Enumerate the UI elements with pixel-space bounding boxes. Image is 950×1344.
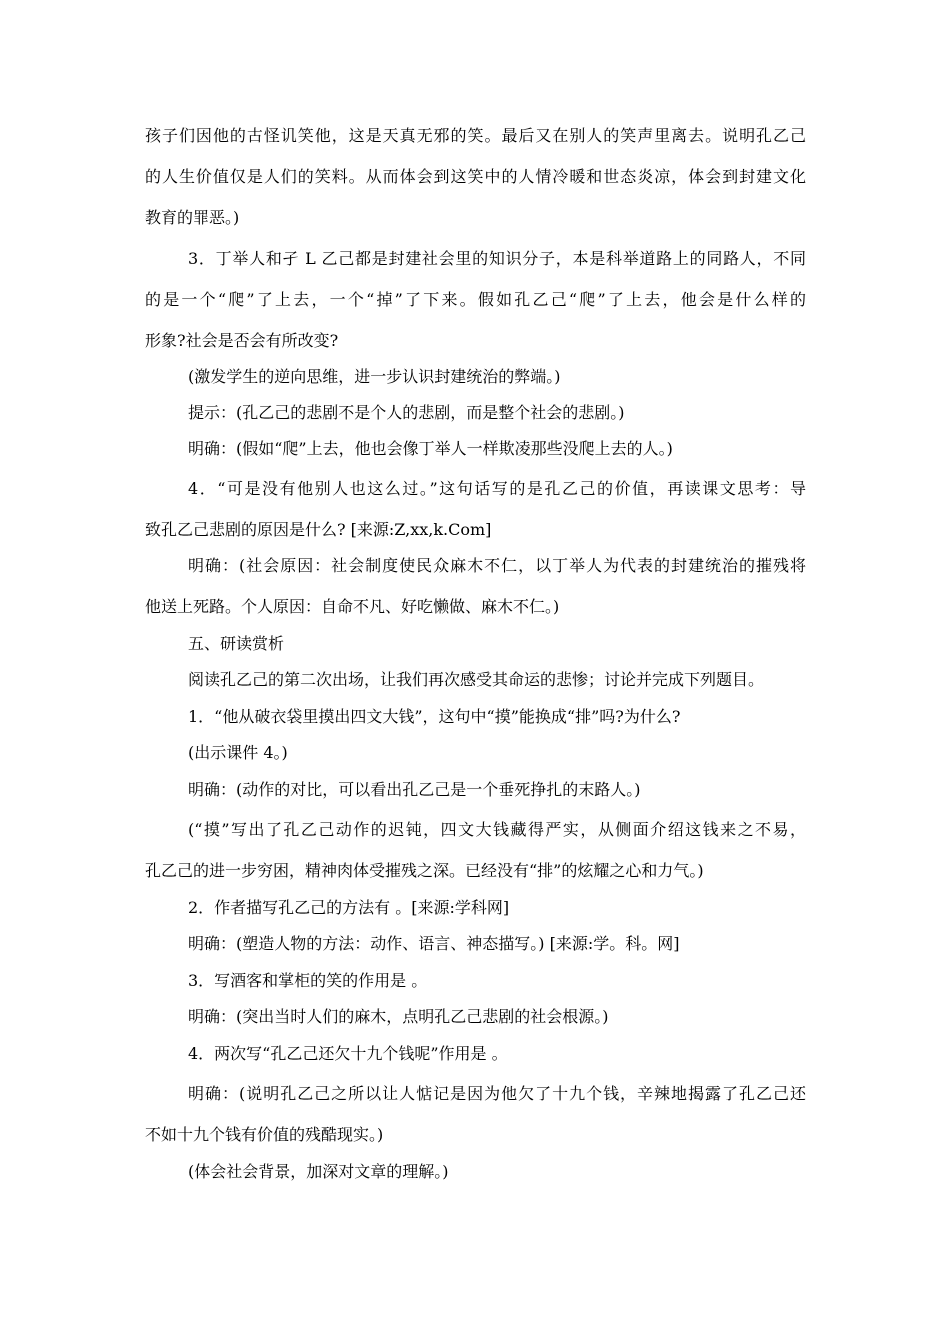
text-line: 2．作者描写孔乙己的方法有 。[来源:学科网] (188, 898, 510, 917)
text-line: 形象?社会是否会有所改变? (145, 331, 339, 350)
text-line: 提示：(孔乙己的悲剧不是个人的悲剧，而是整个社会的悲剧。) (188, 403, 625, 422)
text-line: 阅读孔乙己的第二次出场，让我们再次感受其命运的悲惨；讨论并完成下列题目。 (188, 670, 765, 689)
text-line: (出示课件 4。) (188, 743, 288, 762)
text-line: 明确：(塑造人物的方法：动作、语言、神态描写。) [来源:学。科。网] (188, 934, 680, 953)
text-line: 孩子们因他的古怪讥笑他，这是天真无邪的笑。最后又在别人的笑声里离去。说明孔乙己 (145, 126, 806, 145)
text-line: 明确：(假如“爬”上去，他也会像丁举人一样欺凌那些没爬上去的人。) (188, 439, 673, 458)
text-line: 3．写酒客和掌柜的笑的作用是 。 (188, 971, 428, 990)
text-line: 致孔乙己悲剧的原因是什么? [来源:Z,xx,k.Com] (145, 520, 492, 539)
text-line: 教育的罪恶。) (145, 208, 240, 227)
text-line: 明确：(说明孔乙己之所以让人惦记是因为他欠了十九个钱，辛辣地揭露了孔乙己还 (188, 1084, 806, 1103)
text-line: (激发学生的逆向思维，进一步认识封建统治的弊端。) (188, 367, 561, 386)
text-line: 3．丁举人和孑 L 乙己都是封建社会里的知识分子，本是科举道路上的同路人，不同 (188, 249, 806, 268)
text-line: 孔乙己的进一步穷困，精神肉体受摧残之深。已经没有“排”的炫耀之心和力气。) (145, 861, 704, 880)
text-line: 他送上死路。个人原因：自命不凡、好吃懒做、麻木不仁。) (145, 597, 560, 616)
text-line: (“摸”写出了孔乙己动作的迟钝，四文大钱藏得严实，从侧面介绍这钱来之不易， (188, 820, 806, 839)
text-line: 4．两次写“孔乙己还欠十九个钱呢”作用是 。 (188, 1044, 508, 1063)
text-line: 明确：(突出当时人们的麻木，点明孔乙己悲剧的社会根源。) (188, 1007, 609, 1026)
text-line: 的人生价值仅是人们的笑料。从而体会到这笑中的人情冷暖和世态炎凉，体会到封建文化 (145, 167, 806, 186)
section-heading: 五、研读赏析 (188, 634, 285, 653)
text-line: 的是一个“爬”了上去，一个“掉”了下来。假如孔乙己“爬”了上去，他会是什么样的 (145, 290, 806, 309)
text-line: 明确：(社会原因：社会制度使民众麻木不仁，以丁举人为代表的封建统治的摧残将 (188, 556, 806, 575)
text-line: 4．“可是没有他别人也这么过。”这句话写的是孔乙己的价值，再读课文思考：导 (188, 479, 806, 498)
text-line: 明确：(动作的对比，可以看出孔乙己是一个垂死挣扎的末路人。) (188, 780, 641, 799)
text-line: 不如十九个钱有价值的残酷现实。) (145, 1125, 384, 1144)
text-line: (体会社会背景，加深对文章的理解。) (188, 1162, 449, 1181)
text-line: 1．“他从破衣袋里摸出四文大钱”，这句中“摸”能换成“排”吗?为什么? (188, 707, 681, 726)
